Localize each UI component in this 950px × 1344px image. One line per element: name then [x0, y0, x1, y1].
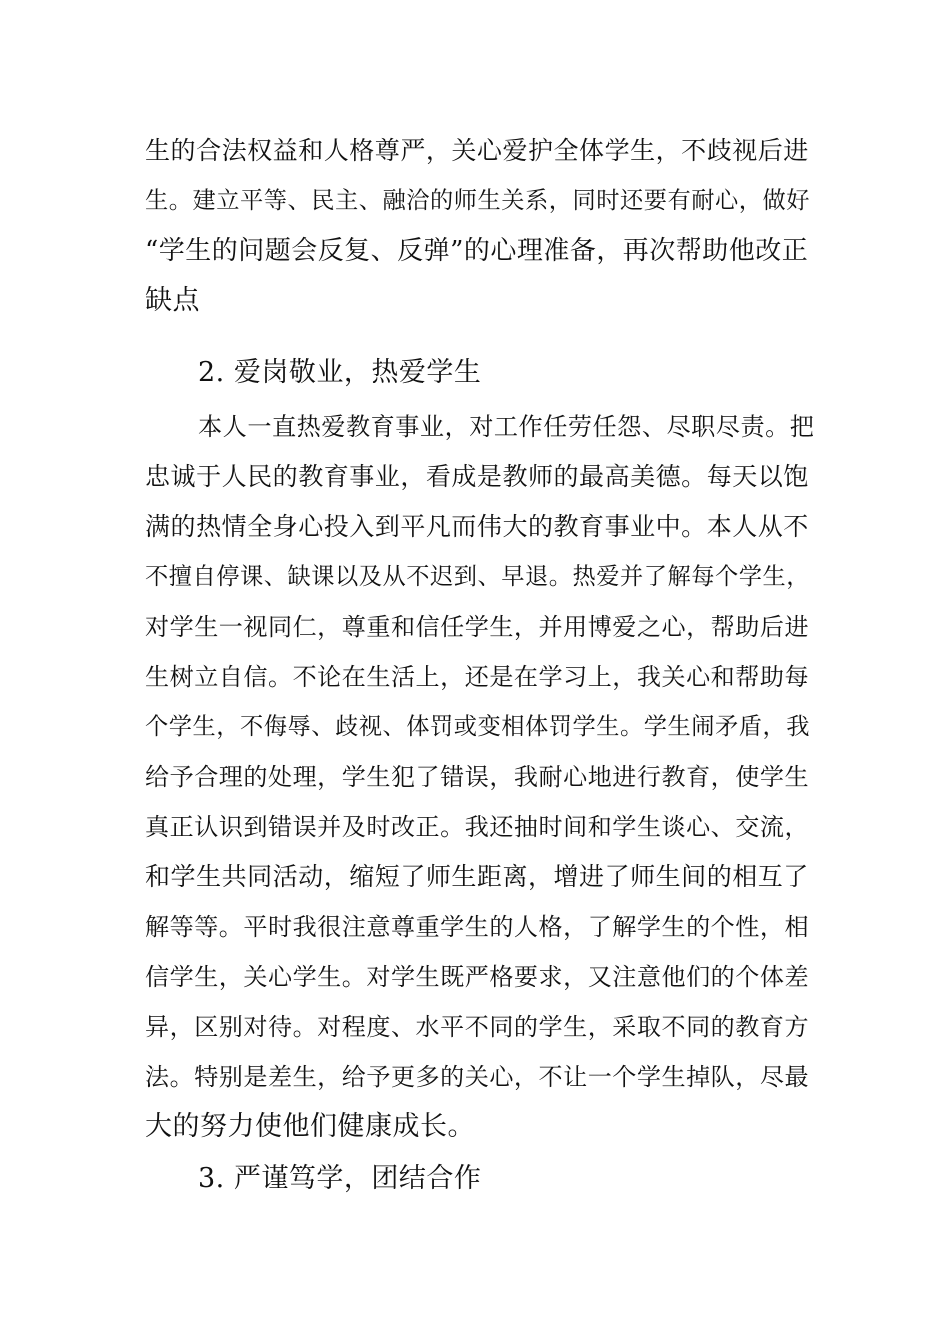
text-line: 生。建立平等、民主、融洽的师生关系，同时还要有耐心，做好	[145, 187, 811, 214]
text-line: 个学生，不侮辱、歧视、体罚或变相体罚学生。学生闹矛盾，我	[145, 713, 811, 740]
text-line: 满的热情全身心投入到平凡而伟大的教育事业中。本人从不	[145, 512, 809, 541]
text-line: “学生的问题会反复、反弹”的心理准备，再次帮助他改正	[145, 236, 809, 266]
paragraph-continued	[145, 126, 815, 326]
text-line: 信学生，关心学生。对学生既严格要求，又注意他们的个体差	[145, 963, 810, 991]
text-line: 本人一直热爱教育事业，对工作任劳任怨、尽职尽责。把	[198, 413, 815, 441]
text-line: 大的努力使他们健康成长。	[145, 1111, 475, 1142]
text-line: 法。特别是差生，给予更多的关心，不让一个学生掉队，尽最	[145, 1063, 810, 1091]
text-line: 给予合理的处理，学生犯了错误，我耐心地进行教育，使学生	[145, 763, 810, 791]
section-heading-2: 2. 爱岗敬业，热爱学生	[198, 357, 482, 388]
text-line: 对学生一视同仁，尊重和信任学生，并用博爱之心，帮助后进	[145, 613, 810, 641]
text-line: 缺点	[145, 285, 200, 316]
section-heading-3: 3. 严谨笃学，团结合作	[198, 1163, 482, 1194]
text-line: 异，区别对待。对程度、水平不同的学生，采取不同的教育方	[145, 1013, 810, 1041]
paragraph-section-2	[145, 402, 815, 1152]
text-line: 忠诚于人民的教育事业，看成是教师的最高美德。每天以饱	[145, 462, 809, 491]
text-line: 生树立自信。不论在生活上，还是在学习上，我关心和帮助每	[145, 663, 810, 691]
text-line: 和学生共同活动，缩短了师生距离，增进了师生间的相互了	[145, 862, 809, 891]
text-line: 真正认识到错误并及时改正。我还抽时间和学生谈心、交流，	[145, 813, 810, 841]
text-line: 解等等。平时我很注意尊重学生的人格，了解学生的个性，相	[145, 913, 810, 941]
text-line: 不擅自停课、缺课以及从不迟到、早退。热爱并了解每个学生，	[145, 563, 811, 590]
text-line: 生的合法权益和人格尊严，关心爱护全体学生，不歧视后进	[145, 136, 809, 165]
